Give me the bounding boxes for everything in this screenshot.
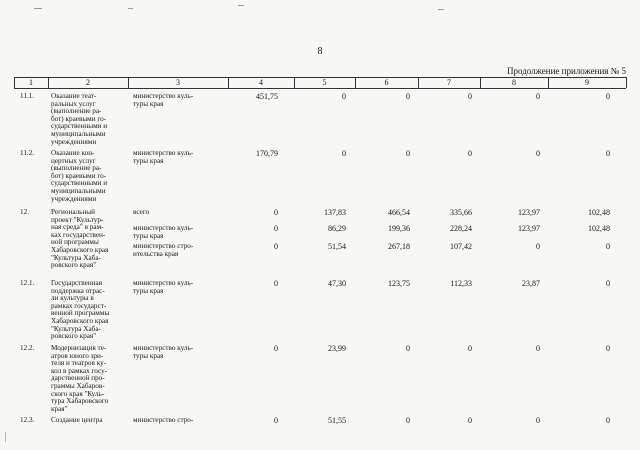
value-cell-col-6: 267,18 xyxy=(388,242,410,251)
value-cell-col-9: 102,48 xyxy=(588,208,610,217)
value-cell-col-9: 0 xyxy=(606,344,610,353)
value-cell-col-8: 0 xyxy=(536,92,540,101)
row-executor: министерство куль- туры края xyxy=(133,92,194,108)
value-cell-col-5: 0 xyxy=(342,92,346,101)
value-cell-col-5: 137,83 xyxy=(324,208,346,217)
value-cell-col-4: 0 xyxy=(274,242,278,251)
value-cell-col-7: 0 xyxy=(468,92,472,101)
row-name: Государственная поддержка отрас- ли культуры в рамках государст- венной программы Хабаровского края "Культура Хаба- ровского края" xyxy=(51,279,110,341)
value-cell-col-5: 0 xyxy=(342,149,346,158)
value-cell-col-4: 170,79 xyxy=(256,149,278,158)
value-cell-col-4: 0 xyxy=(274,279,278,288)
value-cell-col-9: 0 xyxy=(606,242,610,251)
row-name: Оказание теат- ральных услуг (выполнение ра- бот) краевыми го- сударственными и муниципальными учреждениями xyxy=(51,92,108,146)
value-cell-col-7: 0 xyxy=(468,344,472,353)
value-cell-col-8: 123,97 xyxy=(518,208,540,217)
value-cell-col-7: 335,66 xyxy=(450,208,472,217)
continuation-label: Продолжение приложения № 5 xyxy=(506,66,626,76)
row-name: Создание центра xyxy=(51,416,103,424)
header-cell-1: 1 xyxy=(29,78,33,87)
value-cell-col-6: 0 xyxy=(406,92,410,101)
page-number: 8 xyxy=(317,46,323,57)
scan-artifact xyxy=(34,8,42,9)
row-name: Оказание кон- цертных услуг (выполнение ра- бот) краевыми го- сударственными и муниципальными учреждениями xyxy=(51,149,108,203)
value-cell-col-9: 0 xyxy=(606,416,610,425)
header-cell-9: 9 xyxy=(585,78,589,87)
value-cell-col-6: 0 xyxy=(406,149,410,158)
value-cell-col-6: 0 xyxy=(406,344,410,353)
value-cell-col-7: 0 xyxy=(468,149,472,158)
header-cell-6: 6 xyxy=(384,78,389,87)
value-cell-col-4: 451,75 xyxy=(256,92,278,101)
row-number: 12.3. xyxy=(20,416,35,424)
row-executor: министерство куль- туры края xyxy=(133,344,194,360)
row-executor: министерство куль- туры края xyxy=(133,149,194,165)
value-cell-col-7: 0 xyxy=(468,416,472,425)
value-cell-col-6: 199,36 xyxy=(388,224,410,233)
row-number: 11.2. xyxy=(20,149,35,157)
row-executor: министерство куль- туры края xyxy=(133,224,194,240)
value-cell-col-6: 123,75 xyxy=(388,279,410,288)
value-cell-col-7: 228,24 xyxy=(450,224,472,233)
value-cell-col-4: 0 xyxy=(274,208,278,217)
value-cell-col-8: 0 xyxy=(536,242,540,251)
value-cell-col-8: 0 xyxy=(536,149,540,158)
header-cell-3: 3 xyxy=(176,78,180,87)
row-executor: министерство стро- xyxy=(133,416,194,424)
row-name: Региональный проект "Культур- ная среда" в рам- ках государствен- ной программы Хабаровского края "Культура Хаба- ровского края" xyxy=(51,208,109,270)
value-cell-col-8: 0 xyxy=(536,344,540,353)
row-name: Модернизация те- атров юного зри- теля и театров ку- кол в рамках госу- дарственной про- граммы Хабаров- ского края "Куль- тура Хабаровского края" xyxy=(51,344,109,413)
value-cell-col-8: 0 xyxy=(536,416,540,425)
value-cell-col-5: 23,99 xyxy=(328,344,346,353)
value-cell-col-4: 0 xyxy=(274,416,278,425)
scan-artifact xyxy=(438,9,444,10)
scan-artifact xyxy=(128,8,133,9)
value-cell-col-7: 107,42 xyxy=(450,242,472,251)
scan-artifact xyxy=(238,5,244,6)
value-cell-col-6: 466,54 xyxy=(388,208,410,217)
value-cell-col-5: 86,29 xyxy=(328,224,346,233)
value-cell-col-9: 102,48 xyxy=(588,224,610,233)
header-cell-2: 2 xyxy=(86,78,90,87)
value-cell-col-9: 0 xyxy=(606,149,610,158)
header-column-divider xyxy=(626,77,627,88)
header-bottom-rule xyxy=(14,88,626,89)
value-cell-col-4: 0 xyxy=(274,224,278,233)
header-cell-5: 5 xyxy=(322,78,327,87)
row-number: 12.1. xyxy=(20,279,35,287)
row-number: 11.1. xyxy=(20,92,35,100)
value-cell-col-7: 112,33 xyxy=(450,279,472,288)
value-cell-col-9: 0 xyxy=(606,92,610,101)
value-cell-col-6: 0 xyxy=(406,416,410,425)
value-cell-col-4: 0 xyxy=(274,344,278,353)
header-cell-8: 8 xyxy=(512,78,516,87)
row-executor: министерство куль- туры края xyxy=(133,279,194,295)
value-cell-col-5: 51,55 xyxy=(328,416,346,425)
scan-artifact xyxy=(5,432,6,442)
value-cell-col-8: 123,97 xyxy=(518,224,540,233)
value-cell-col-5: 51,54 xyxy=(328,242,346,251)
row-number: 12.2. xyxy=(20,344,35,352)
value-cell-col-9: 0 xyxy=(606,279,610,288)
row-executor: министерство стро- ительства края xyxy=(133,242,194,258)
header-cell-7: 7 xyxy=(447,78,451,87)
row-executor: всего xyxy=(133,208,150,216)
row-number: 12. xyxy=(20,208,29,216)
value-cell-col-5: 47,30 xyxy=(328,279,346,288)
value-cell-col-8: 23,87 xyxy=(522,279,540,288)
header-cell-4: 4 xyxy=(259,78,263,87)
